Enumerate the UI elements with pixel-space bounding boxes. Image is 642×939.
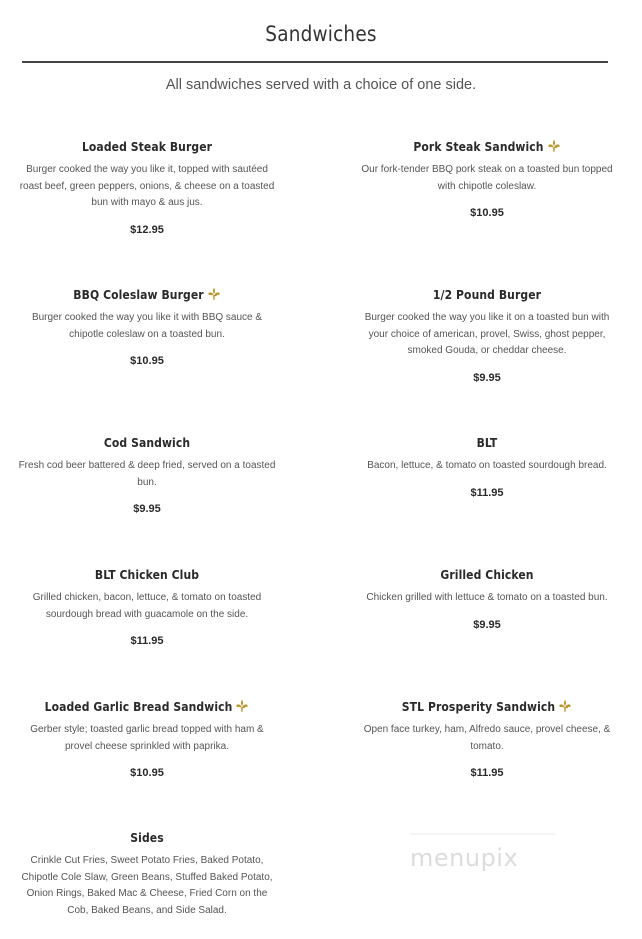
item-price: $10.95 [130,767,164,779]
item-name: Pork Steak Sandwich [352,138,622,156]
item-price: $10.95 [470,207,504,219]
menu-item [352,698,622,779]
menu-item [352,286,622,384]
item-name: 1/2 Pound Burger [432,288,542,302]
item-description: Burger cooked the way you like it with BBQ sauce & chipotle coleslaw on a toasted bun. [31,312,263,340]
menu-item [12,138,282,236]
item-price: $9.95 [473,618,501,631]
menu-item [12,698,282,779]
fleur-de-lis-icon [207,287,221,301]
item-name: BLT [476,436,498,450]
item-price: $11.95 [130,635,164,647]
item-name: Loaded Garlic Bread Sandwich [12,698,282,716]
item-price: $11.95 [470,486,504,499]
item-description: Gerber style; toasted garlic bread topped with ham & provel cheese sprinkled with paprika. [30,724,264,752]
menu-item [12,434,282,515]
sides-section [12,829,282,919]
item-description: Burger cooked the way you like it on a toasted bun with your choice of american, provel, Swiss, ghost pepper, smoked Gouda, or cheddar cheese. [364,312,610,356]
item-name: BBQ Coleslaw Burger [12,286,282,304]
item-description: Bacon, lettuce, & tomato on toasted sourdough bread. [367,460,607,471]
item-price: $12.95 [130,223,164,236]
item-name: Grilled Chicken [440,568,534,582]
item-price: $10.95 [130,355,164,367]
menu-item [352,138,622,219]
menu-item [12,566,282,647]
item-description: Open face turkey, ham, Alfredo sauce, provel cheese, & tomato. [363,724,611,752]
item-description: Fresh cod beer battered & deep fried, served on a toasted bun. [18,460,276,488]
fleur-de-lis-icon [558,699,572,713]
item-price: $9.95 [473,371,501,384]
item-name: STL Prosperity Sandwich [352,698,622,716]
watermark-text: menupix [410,844,519,872]
title-divider [22,61,608,63]
sides-list: Crinkle Cut Fries, Sweet Potato Fries, Baked Potato, Chipotle Cole Slaw, Green Beans, Stuffed Baked Potato, Onion Rings, Baked Mac & Cheese, Fried Corn on the Cob, Baked Beans, and Side Salad. [21,855,273,916]
page-title: Sandwiches [265,22,377,46]
menupix-watermark-logo [408,830,558,880]
item-description: Our fork-tender BBQ pork steak on a toasted bun topped with chipotle coleslaw. [361,164,613,192]
menu-item [352,566,622,631]
menu-item [352,434,622,499]
menu-item [12,286,282,367]
item-description: Grilled chicken, bacon, lettuce, & tomato on toasted sourdough bread with guacamole on the side. [32,592,262,620]
item-description: Burger cooked the way you like it, topped with sautéed roast beef, green peppers, onions, & cheese on a toasted bun with mayo & aus jus. [19,164,275,208]
fleur-de-lis-icon [235,699,249,713]
item-description: Chicken grilled with lettuce & tomato on a toasted bun. [366,592,608,603]
sides-heading: Sides [130,831,164,845]
item-price: $9.95 [133,503,161,515]
fleur-de-lis-icon [547,139,561,153]
item-name: BLT Chicken Club [94,568,200,582]
item-name: Loaded Steak Burger [81,140,213,154]
page-subtitle: All sandwiches served with a choice of one side. [165,77,477,93]
item-price: $11.95 [470,767,504,779]
item-name: Cod Sandwich [103,436,191,450]
